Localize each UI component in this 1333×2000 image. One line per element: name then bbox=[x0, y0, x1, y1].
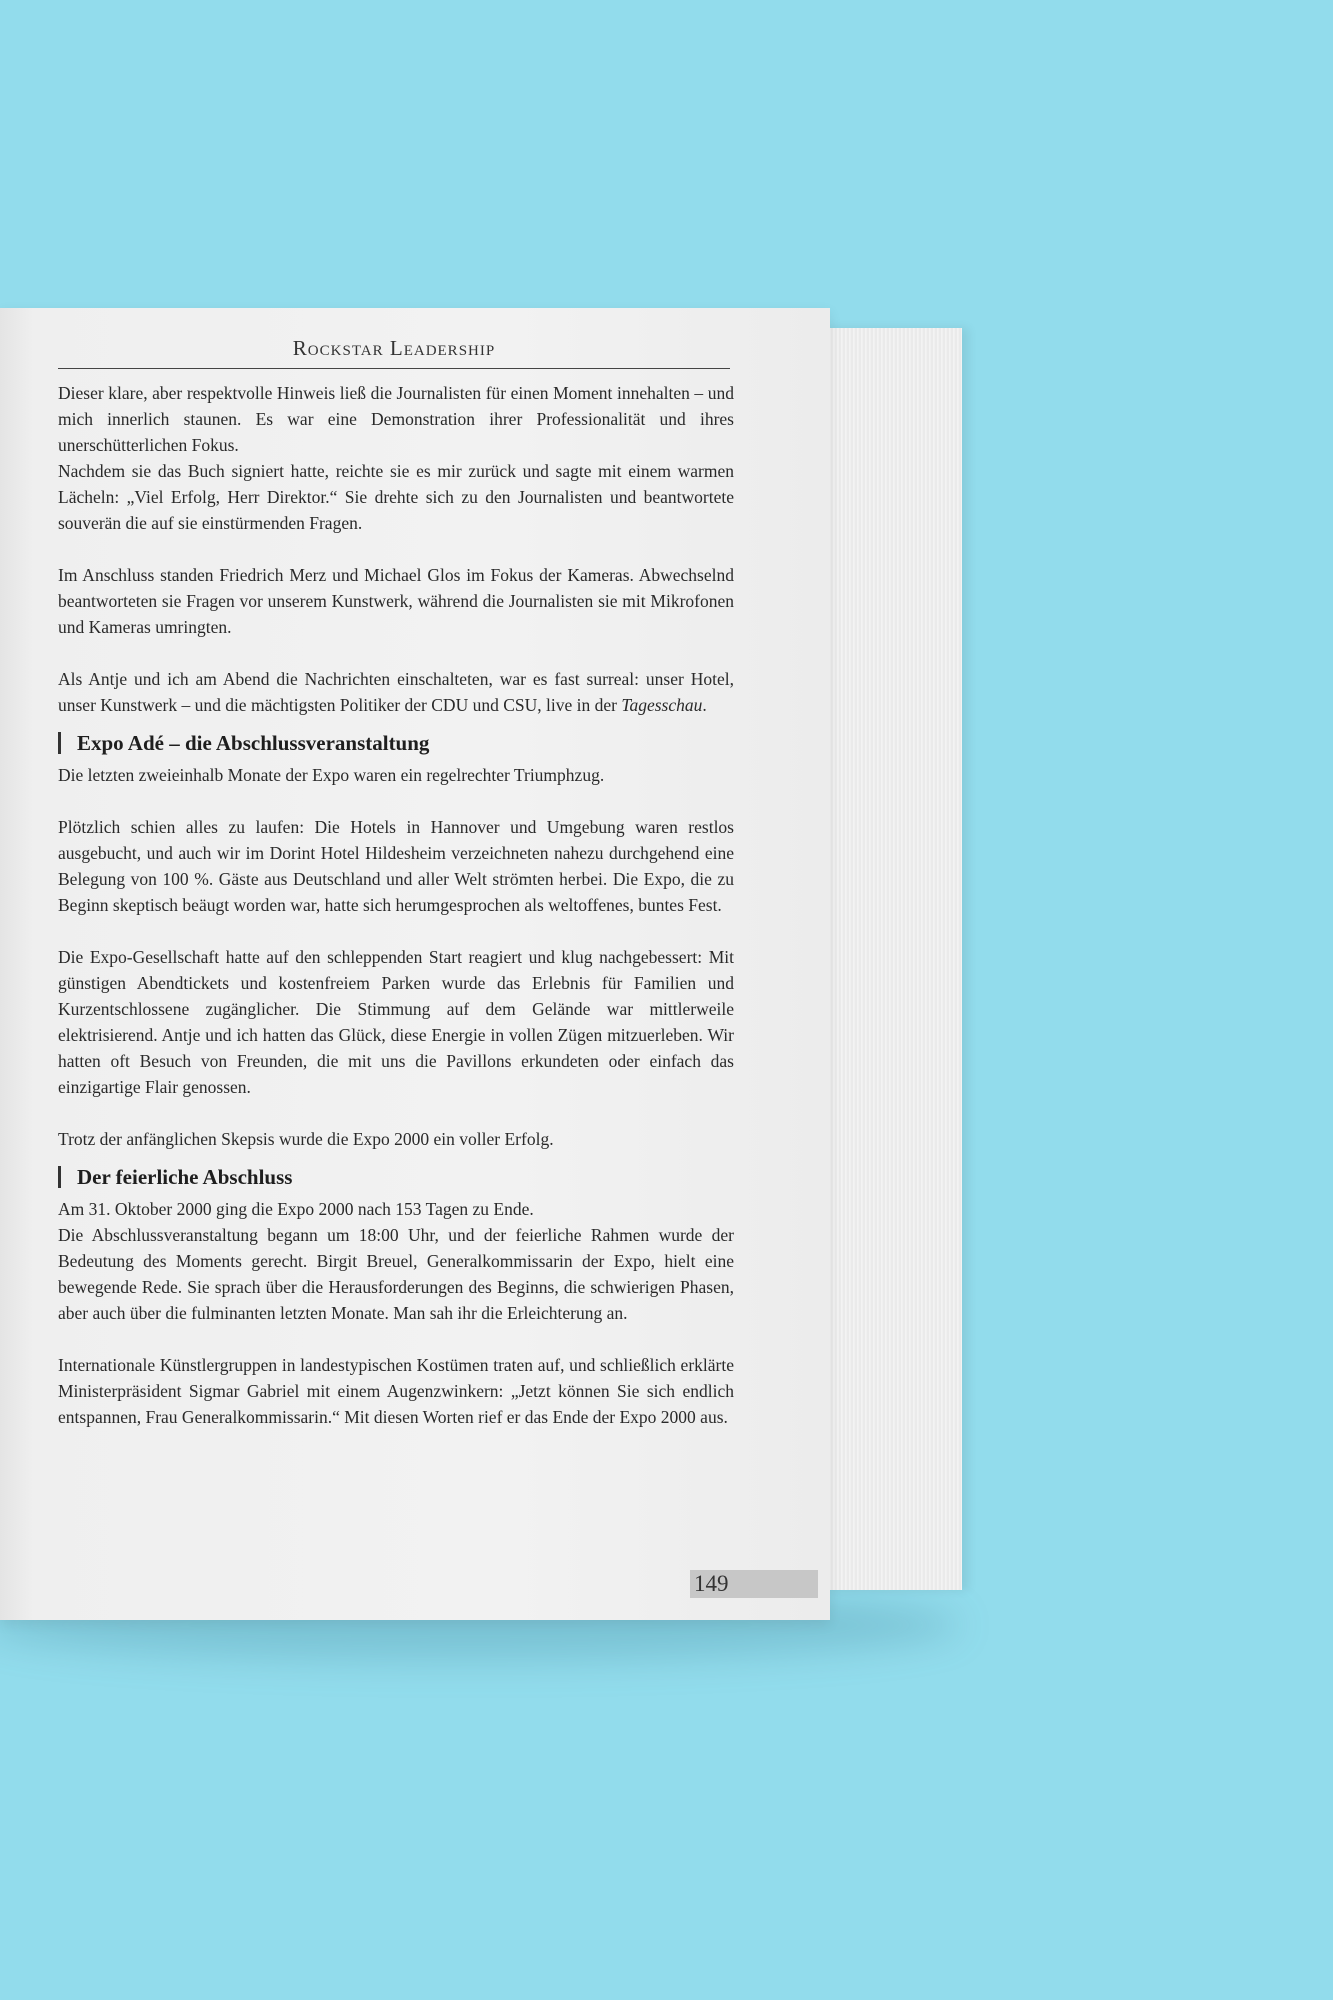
page-number: 149 bbox=[694, 1571, 729, 1596]
paragraph: Dieser klare, aber respektvolle Hinweis ließ die Journalisten für einen Moment innehalten – und mich innerlich staunen. Es war eine Demonstration ihrer Professionalität und ihres unerschütterlichen Fokus. bbox=[58, 383, 734, 455]
paragraph-gap bbox=[58, 788, 734, 814]
running-head bbox=[58, 328, 730, 369]
paragraph-text: Als Antje und ich am Abend die Nachrichten einschalteten, war es fast surreal: unser Hotel, unser Kunstwerk – und die mächtigsten Politiker der CDU und CSU, live in der bbox=[58, 669, 734, 715]
paragraph-gap bbox=[58, 536, 734, 562]
italic-title: Tagesschau bbox=[621, 695, 703, 715]
paragraph: Die Abschlussveranstaltung begann um 18:00 Uhr, und der feierliche Rahmen wurde der Bedeutung des Moments gerecht. Birgit Breuel, Generalkommissarin der Expo, hielt eine bewegende Rede. Sie sprach über die Herausforderungen des Beginns, die schwierigen Phasen, aber auch über die fulminanten letzten Monate. Man sah ihr die Erleichterung an. bbox=[58, 1225, 734, 1323]
paragraph: Nachdem sie das Buch signiert hatte, reichte sie es mir zurück und sagte mit einem warmen Lächeln: „Viel Erfolg, Herr Direktor.“ Sie drehte sich zu den Journalisten und beantwortete souverän die auf sie einstürmenden Fragen. bbox=[58, 461, 734, 533]
paragraph: Die Expo-Gesellschaft hatte auf den schleppenden Start reagiert und klug nachgebessert: Mit günstigen Abendtickets und kostenfreiem Parken wurde das Erlebnis für Familien und Kurzentschlossene zugänglicher. Die Stimmung auf dem Gelände war mittlerweile elektrisierend. Antje und ich hatten das Glück, diese Energie in vollen Zügen mitzuerleben. Wir hatten oft Besuch von Freunden, die mit uns die Pavillons erkundeten oder einfach das einzigartige Flair genossen. bbox=[58, 947, 734, 1097]
paragraph: Im Anschluss standen Friedrich Merz und Michael Glos im Fokus der Kameras. Abwechselnd beantworteten sie Fragen vor unserem Kunstwerk, während die Journalisten sie mit Mikrofonen und Kameras umringten. bbox=[58, 565, 734, 637]
paragraph bbox=[58, 666, 734, 718]
period: . bbox=[702, 695, 707, 715]
section-heading bbox=[58, 1164, 734, 1190]
heading-bar bbox=[58, 1166, 61, 1188]
paragraph-gap bbox=[58, 1100, 734, 1126]
paragraph: Am 31. Oktober 2000 ging die Expo 2000 nach 153 Tagen zu Ende. bbox=[58, 1199, 534, 1219]
section-heading-text: Expo Adé – die Abschlussveranstaltung bbox=[77, 731, 430, 755]
paragraph-gap bbox=[58, 1326, 734, 1352]
paragraph-gap bbox=[58, 918, 734, 944]
book-page bbox=[0, 308, 830, 1620]
page-edges bbox=[818, 328, 962, 1590]
heading-bar bbox=[58, 732, 61, 754]
section-heading bbox=[58, 730, 734, 756]
paragraph-gap bbox=[58, 640, 734, 666]
page-number-box bbox=[690, 1570, 818, 1598]
open-book bbox=[0, 308, 962, 1620]
paragraph: Trotz der anfänglichen Skepsis wurde die Expo 2000 ein voller Erfolg. bbox=[58, 1129, 554, 1149]
section-heading-text: Der feierliche Abschluss bbox=[77, 1165, 293, 1189]
paragraph: Internationale Künstlergruppen in landestypischen Kostümen traten auf, und schließlich erklärte Ministerpräsident Sigmar Gabriel mit einem Augenzwinkern: „Jetzt können Sie sich endlich entspannen, Frau Generalkommissarin.“ Mit diesen Worten rief er das Ende der Expo 2000 aus. bbox=[58, 1355, 734, 1427]
paragraph: Plötzlich schien alles zu laufen: Die Hotels in Hannover und Umgebung waren restlos ausgebucht, und auch wir im Dorint Hotel Hildesheim verzeichneten nahezu durchgehend eine Belegung von 100 %. Gäste aus Deutschland und aller Welt strömten herbei. Die Expo, die zu Beginn skeptisch beäugt worden war, hatte sich herumgesprochen als weltoffenes, buntes Fest. bbox=[58, 817, 734, 915]
paragraph: Die letzten zweieinhalb Monate der Expo waren ein regelrechter Triumphzug. bbox=[58, 765, 605, 785]
running-head-title: Rockstar Leadership bbox=[292, 336, 496, 360]
page-content bbox=[58, 380, 734, 1430]
